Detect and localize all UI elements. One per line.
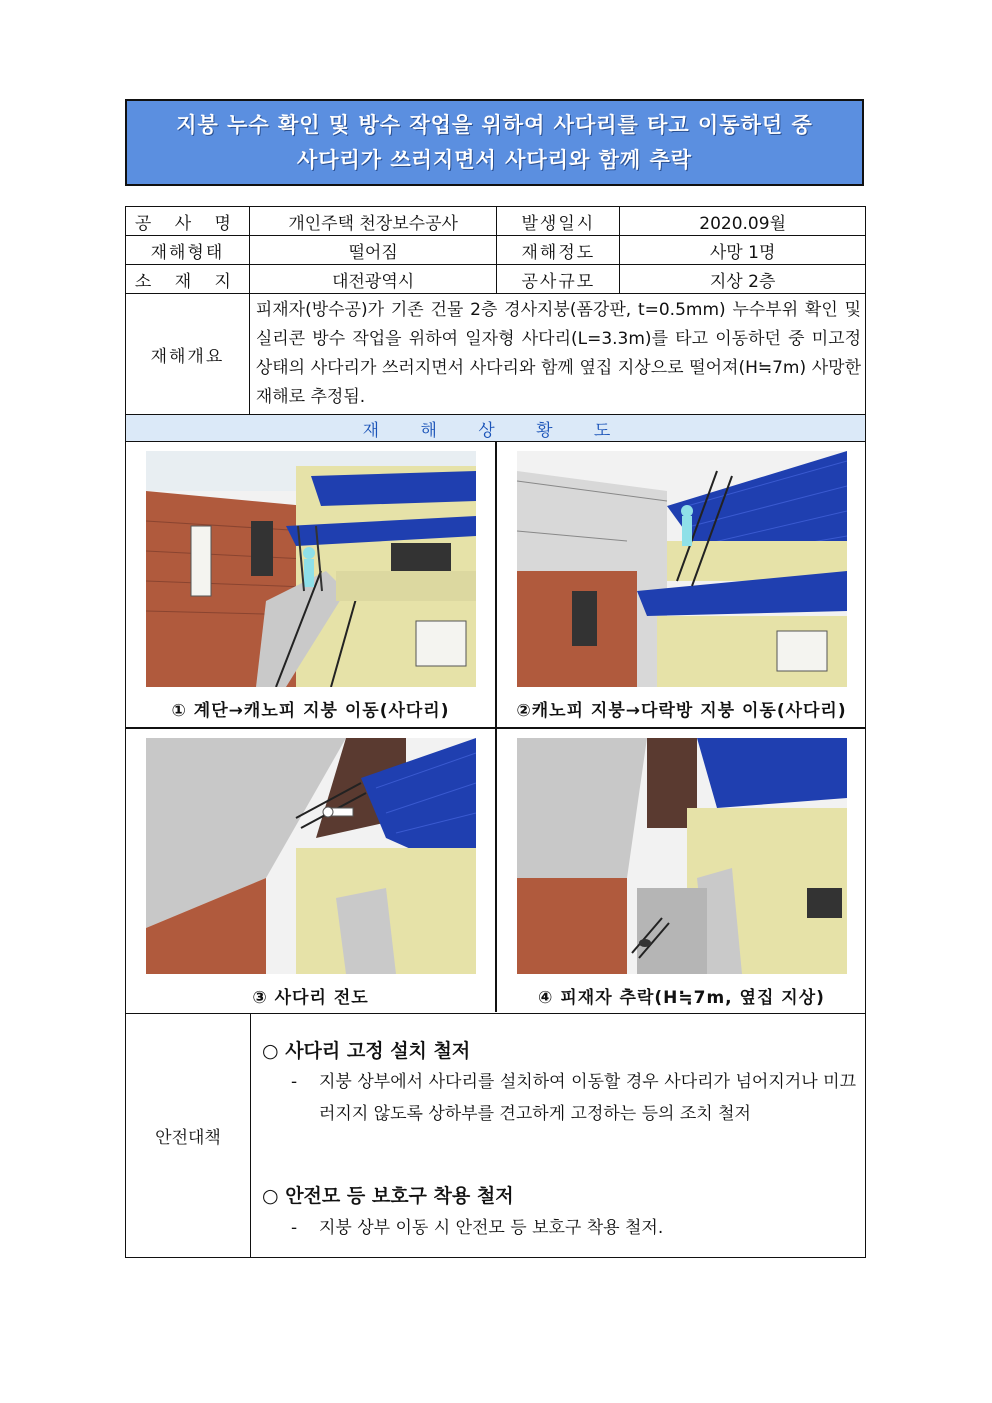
scene-2-illustration [517, 451, 847, 687]
scene-4-illustration [517, 738, 847, 974]
date-value: 2020.09월 [620, 207, 866, 236]
overview-label: 재해개요 [126, 294, 250, 415]
measure-2-text: 지붕 상부 이동 시 안전모 등 보호구 착용 철저. [319, 1218, 664, 1238]
scene-1-caption: ① 계단→캐노피 지붕 이동(사다리) [171, 701, 450, 721]
scene-4 [497, 729, 866, 1014]
scale-label: 공사규모 [497, 265, 620, 294]
measure-1-detail [291, 1066, 856, 1130]
scene-1-illustration [146, 451, 476, 687]
scene-3-caption: ③ 사다리 전도 [252, 988, 369, 1008]
measure-2-detail [291, 1212, 856, 1244]
type-label: 재해형태 [126, 236, 250, 265]
scene-2 [497, 442, 866, 727]
title-line-1: 지붕 누수 확인 및 방수 작업을 위하여 사다리를 타고 이동하던 중 [176, 112, 813, 137]
project-label: 공 사 명 [126, 207, 250, 236]
safety-measures-section [125, 1013, 866, 1258]
scene-1 [126, 442, 495, 727]
scene-3 [126, 729, 495, 1014]
accident-info-table [125, 206, 866, 442]
scene-4-caption: ④ 피재자 추락(H≒7m, 옆집 지상) [538, 988, 825, 1008]
scene-2-caption: ②캐노피 지붕→다락방 지붕 이동(사다리) [516, 701, 847, 721]
measure-2-dash: - [291, 1218, 298, 1238]
severity-value: 사망 1명 [620, 236, 866, 265]
situation-banner: 재 해 상 황 도 [126, 415, 866, 442]
scene-3-illustration [146, 738, 476, 974]
location-label: 소 재 지 [126, 265, 250, 294]
severity-label: 재해정도 [497, 236, 620, 265]
measure-2-title: ○ 안전모 등 보호구 착용 철저 [262, 1185, 514, 1207]
location-value: 대전광역시 [249, 265, 497, 294]
title-line-2: 사다리가 쓰러지면서 사다리와 함께 추락 [296, 147, 693, 172]
scale-value: 지상 2층 [620, 265, 866, 294]
measure-1-dash: - [291, 1072, 298, 1092]
title-banner [125, 99, 864, 186]
type-value: 떨어짐 [249, 236, 497, 265]
measure-1-title: ○ 사다리 고정 설치 철저 [262, 1040, 471, 1062]
measure-1-text: 지붕 상부에서 사다리를 설치하여 이동할 경우 사다리가 넘어지거나 미끄러지지 않도록 상하부를 견고하게 고정하는 등의 조치 철저 [319, 1072, 856, 1124]
safety-label: 안전대책 [126, 1014, 251, 1257]
project-value: 개인주택 천장보수공사 [249, 207, 497, 236]
overview-text: 피재자(방수공)가 기존 건물 2층 경사지붕(폼강판, t=0.5mm) 누수부위 확인 및 실리콘 방수 작업을 위하여 일자형 사다리(L=3.3m)를 타고 이동하던 중 미고정 상태의 사다리가 쓰러지면서 사다리와 함께 옆집 지상으로 떨어져(H≒7m) 사망한 재해로 추정됨. [249, 294, 865, 415]
situation-diagram-grid [125, 442, 866, 1014]
date-label: 발생일시 [497, 207, 620, 236]
